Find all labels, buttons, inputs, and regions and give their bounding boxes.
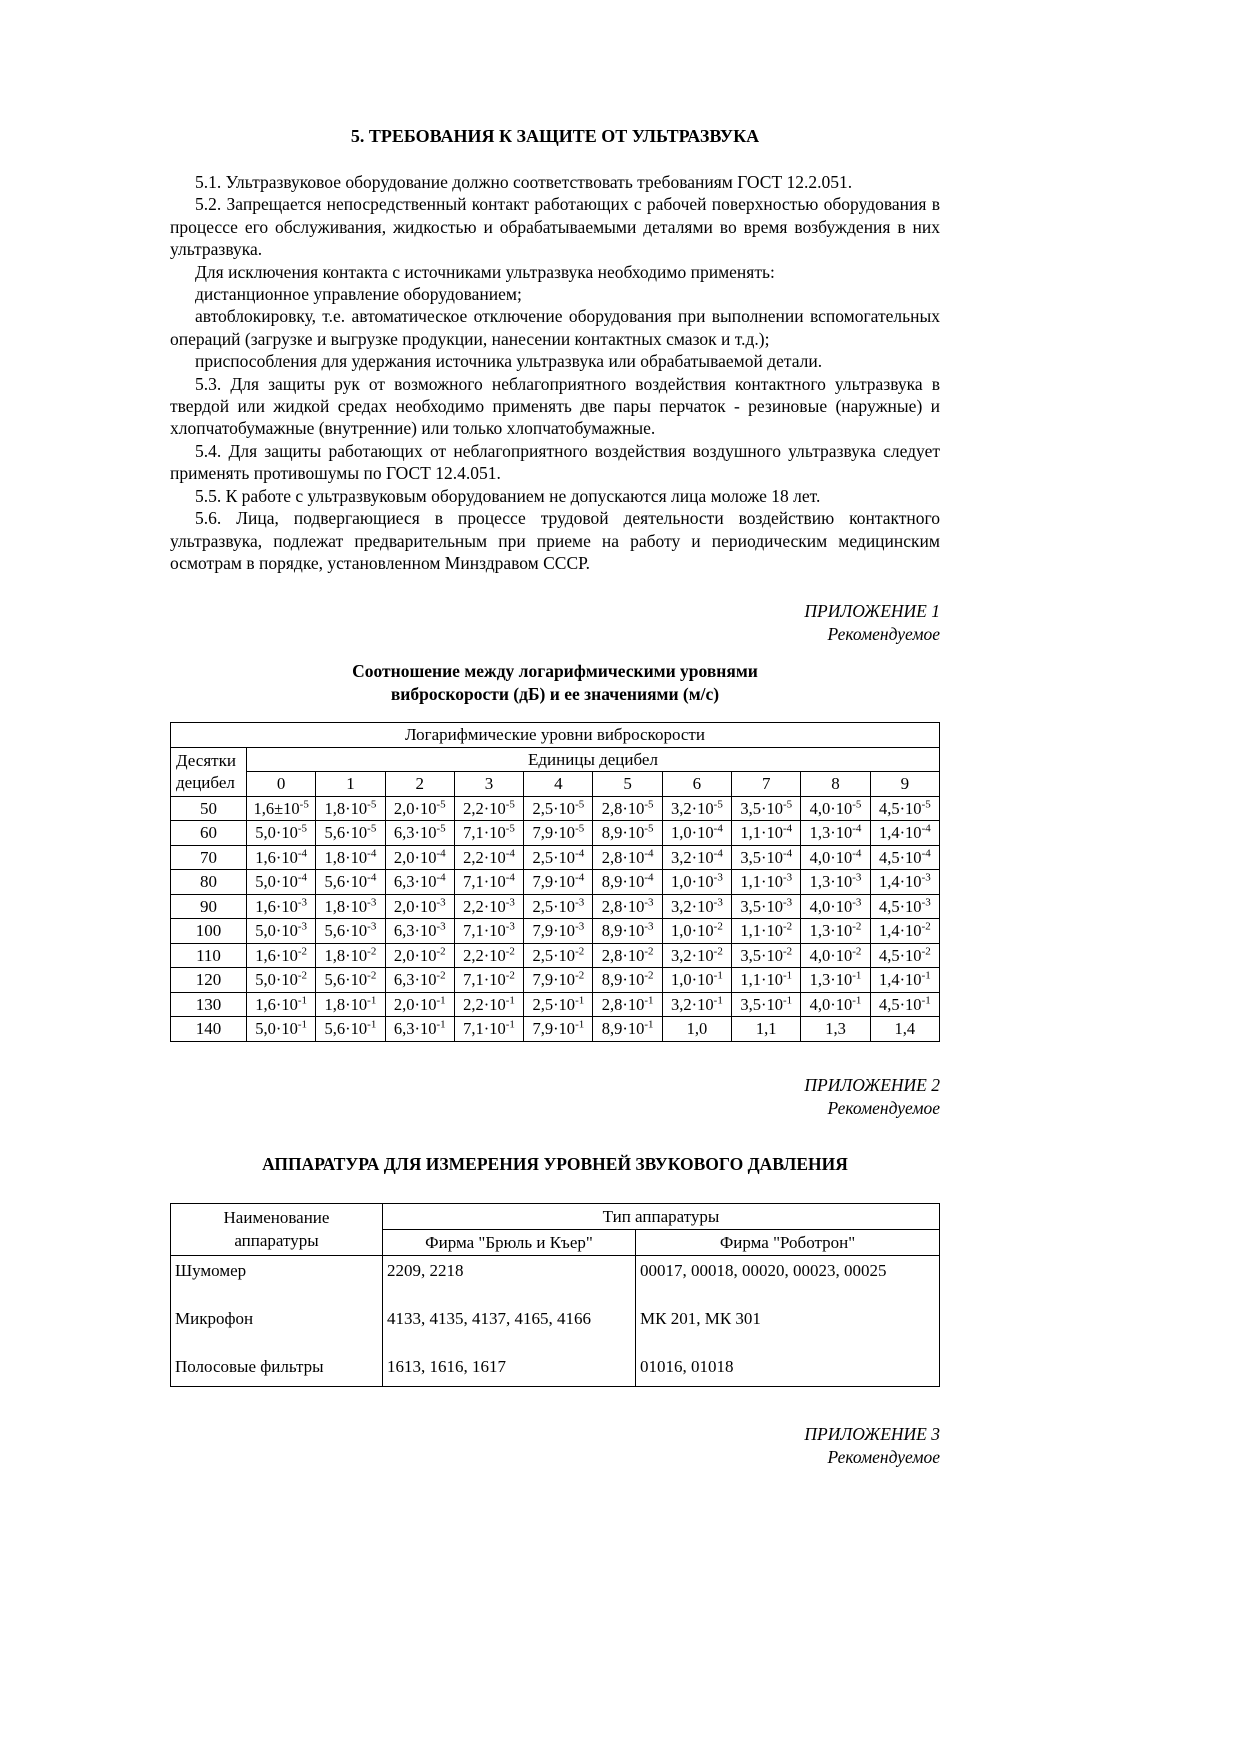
firm-robotron-header: Фирма "Роботрон" [636, 1229, 940, 1255]
exponent: -4 [713, 847, 723, 860]
exponent: -3 [644, 896, 654, 909]
exponent: -3 [782, 871, 793, 884]
value-cell: $8,9\cdot 10^{-2}$ [593, 968, 662, 993]
table-row [171, 1352, 940, 1387]
exponent: -1 [367, 1018, 377, 1031]
value-cell: $3,5\cdot 10^{-4}$ [732, 845, 801, 870]
apparatus-table-title: АППАРАТУРА ДЛЯ ИЗМЕРЕНИЯ УРОВНЕЙ ЗВУКОВОГО ДАВЛЕНИЯ [262, 1153, 848, 1174]
exponent: -5 [644, 822, 654, 835]
exponent: -5 [713, 798, 723, 811]
value-cell: $2,8\cdot 10^{-1}$ [593, 992, 662, 1017]
exponent: -4 [921, 847, 931, 860]
decade-cell: 50 [171, 796, 247, 821]
table-row [171, 796, 940, 821]
appendix-1-note: Рекомендуемое [827, 624, 940, 645]
value-cell: $7,9\cdot 10^{-3}$ [524, 919, 593, 944]
exponent: -4 [921, 822, 931, 835]
exponent: -2 [367, 969, 377, 982]
value-cell: $2,0\cdot 10^{-4}$ [385, 845, 454, 870]
value-cell: $7,9\cdot 10^{-4}$ [524, 870, 593, 895]
exponent: -3 [575, 896, 585, 909]
value-cell: $1,8\cdot 10^{-2}$ [316, 943, 385, 968]
body-paragraph: 5.2. Запрещается непосредственный контакт работающих с рабочей поверхностью оборудования в процессе его обслуживания, жидкостью и обрабатываемыми деталями во время возбуждения в них ультразвука. [170, 194, 940, 260]
exponent: -3 [921, 896, 931, 909]
value-cell: $1,6\cdot 10^{-3}$ [247, 894, 316, 919]
value-cell: $2,0\cdot 10^{-1}$ [385, 992, 454, 1017]
value-cell: $2,5\cdot 10^{-5}$ [524, 796, 593, 821]
exponent: -4 [782, 822, 793, 835]
exponent: -1 [505, 1018, 515, 1031]
vibro-table-units-header: Единицы децибел [247, 747, 940, 772]
value-cell: $6,3\cdot 10^{-4}$ [385, 870, 454, 895]
exponent: -5 [367, 822, 377, 835]
exponent: -4 [367, 871, 377, 884]
value-cell: $5,6\cdot 10^{-3}$ [316, 919, 385, 944]
decade-cell: 100 [171, 919, 247, 944]
vibro-table-title [170, 660, 940, 706]
exponent: -4 [644, 871, 654, 884]
unit-digit-header: 7 [732, 772, 801, 797]
value-cell: $7,1\cdot 10^{-3}$ [454, 919, 523, 944]
apparatus-name-cell: Шумомер [171, 1255, 383, 1304]
decade-cell: 140 [171, 1017, 247, 1042]
exponent: -4 [575, 847, 585, 860]
decade-cell: 120 [171, 968, 247, 993]
value-cell: $5,0\cdot 10^{-4}$ [247, 870, 316, 895]
value-cell: $4,0\cdot 10^{-4}$ [801, 845, 870, 870]
value-cell: $1,1\cdot 10^{-3}$ [732, 870, 801, 895]
table-row [171, 821, 940, 846]
exponent: -5 [436, 822, 446, 835]
value-cell: $8,9\cdot 10^{-5}$ [593, 821, 662, 846]
unit-digit-header: 5 [593, 772, 662, 797]
table-row [171, 870, 940, 895]
exponent: -2 [297, 945, 308, 958]
exponent: -4 [644, 847, 654, 860]
decade-header-line2: децибел [176, 772, 235, 792]
value-cell: $1,6\cdot 10^{-2}$ [247, 943, 316, 968]
value-cell: $2,5\cdot 10^{-1}$ [524, 992, 593, 1017]
value-cell: $1,3\cdot 10^{-3}$ [801, 870, 870, 895]
value-cell: 1,3 [801, 1017, 870, 1042]
exponent: -3 [436, 920, 446, 933]
value-cell: $6,3\cdot 10^{-3}$ [385, 919, 454, 944]
firm-bruel-header: Фирма "Брюль и Къер" [383, 1229, 636, 1255]
unit-digit-header: 1 [316, 772, 385, 797]
value-cell: $1,6\cdot 10^{-1}$ [247, 992, 316, 1017]
exponent: -1 [644, 1018, 654, 1031]
exponent: -3 [852, 871, 862, 884]
appendix-3 [170, 1423, 940, 1469]
exponent: -3 [297, 896, 308, 909]
exponent: -2 [921, 945, 931, 958]
value-cell: $5,0\cdot 10^{-2}$ [247, 968, 316, 993]
decade-cell: 70 [171, 845, 247, 870]
apparatus-name-header [171, 1203, 383, 1255]
exponent: -3 [852, 896, 862, 909]
exponent: -2 [782, 920, 793, 933]
exponent: -5 [367, 798, 377, 811]
exponent: -5 [505, 822, 515, 835]
apparatus-table-header-row1 [171, 1203, 940, 1229]
value-cell: $1,4\cdot 10^{-4}$ [870, 821, 939, 846]
exponent: -1 [367, 994, 377, 1007]
exponent: -3 [505, 896, 515, 909]
value-cell: $8,9\cdot 10^{-1}$ [593, 1017, 662, 1042]
value-cell: $1,8\cdot 10^{-4}$ [316, 845, 385, 870]
value-cell: 1,1 [732, 1017, 801, 1042]
value-cell: $7,1\cdot 10^{-5}$ [454, 821, 523, 846]
value-cell: $1,1\cdot 10^{-2}$ [732, 919, 801, 944]
robotron-models-cell: 01016, 01018 [636, 1352, 940, 1387]
decade-header-line1: Десятки [176, 751, 236, 771]
exponent: -2 [575, 969, 585, 982]
unit-digit-header: 0 [247, 772, 316, 797]
value-cell: $3,5\cdot 10^{-5}$ [732, 796, 801, 821]
body-paragraph: 5.5. К работе с ультразвуковым оборудованием не допускаются лица моложе 18 лет. [195, 485, 821, 506]
exponent: -1 [782, 994, 793, 1007]
decade-cell: 110 [171, 943, 247, 968]
exponent: -2 [644, 945, 654, 958]
exponent: -3 [436, 896, 446, 909]
value-cell: $4,0\cdot 10^{-1}$ [801, 992, 870, 1017]
value-cell: $4,5\cdot 10^{-2}$ [870, 943, 939, 968]
decade-cell: 130 [171, 992, 247, 1017]
exponent: -2 [436, 969, 446, 982]
appendix-2-label: ПРИЛОЖЕНИЕ 2 [804, 1074, 940, 1095]
exponent: -2 [505, 945, 515, 958]
exponent: -5 [299, 798, 309, 811]
exponent: -2 [575, 945, 585, 958]
value-cell: $1,8\cdot 10^{-5}$ [316, 796, 385, 821]
value-cell: $3,5\cdot 10^{-2}$ [732, 943, 801, 968]
exponent: -1 [782, 969, 793, 982]
appendix-3-note: Рекомендуемое [827, 1446, 940, 1467]
exponent: -5 [852, 798, 862, 811]
exponent: -2 [782, 945, 793, 958]
exponent: -3 [367, 920, 377, 933]
unit-digit-header: 4 [524, 772, 593, 797]
value-cell: $5,0\cdot 10^{-5}$ [247, 821, 316, 846]
value-cell: $1,3\cdot 10^{-1}$ [801, 968, 870, 993]
vibro-table [170, 722, 940, 1042]
value-cell: $3,2\cdot 10^{-5}$ [662, 796, 731, 821]
body-paragraph: автоблокировку, т.е. автоматическое отключение оборудования при выполнении вспомогательных операций (загрузке и выгрузке продукции, нанесении контактных смазок и т.д.); [170, 306, 940, 349]
exponent: -1 [713, 969, 723, 982]
value-cell: $3,5\cdot 10^{-1}$ [732, 992, 801, 1017]
value-cell: $1,0\cdot 10^{-3}$ [662, 870, 731, 895]
exponent: -2 [713, 945, 723, 958]
value-cell: $1,8\cdot 10^{-1}$ [316, 992, 385, 1017]
vibro-table-header-row-units [171, 747, 940, 772]
exponent: -3 [505, 920, 515, 933]
exponent: -4 [297, 847, 308, 860]
exponent: -4 [852, 822, 862, 835]
body-paragraph: 5.4. Для защиты работающих от неблагоприятного воздействия воздушного ультразвука следует применять противошумы по ГОСТ 12.4.051. [170, 440, 940, 484]
exponent: -1 [297, 1018, 308, 1031]
exponent: -5 [921, 798, 931, 811]
bruel-models-cell: 4133, 4135, 4137, 4165, 4166 [383, 1304, 636, 1352]
value-cell: $5,6\cdot 10^{-5}$ [316, 821, 385, 846]
exponent: -2 [852, 945, 862, 958]
value-cell: $4,5\cdot 10^{-3}$ [870, 894, 939, 919]
value-cell: $5,6\cdot 10^{-1}$ [316, 1017, 385, 1042]
vibro-table-title-line2: виброскорости (дБ) и ее значениями (м/с) [390, 684, 720, 705]
value-cell: $3,2\cdot 10^{-2}$ [662, 943, 731, 968]
value-cell: $2,8\cdot 10^{-4}$ [593, 845, 662, 870]
value-cell: $7,9\cdot 10^{-2}$ [524, 968, 593, 993]
value-cell: 1,0 [662, 1017, 731, 1042]
value-cell: $6,3\cdot 10^{-1}$ [385, 1017, 454, 1042]
value-cell: $4,5\cdot 10^{-4}$ [870, 845, 939, 870]
exponent: -1 [644, 994, 654, 1007]
exponent: -4 [297, 871, 308, 884]
value-cell: $2,0\cdot 10^{-3}$ [385, 894, 454, 919]
exponent: -4 [436, 871, 446, 884]
value-cell: $1,0\cdot 10^{-4}$ [662, 821, 731, 846]
value-cell: $1,1\cdot 10^{-4}$ [732, 821, 801, 846]
exponent: -4 [575, 871, 585, 884]
exponent: -5 [575, 798, 585, 811]
bruel-models-cell: 1613, 1616, 1617 [383, 1352, 636, 1387]
value-cell: $2,5\cdot 10^{-4}$ [524, 845, 593, 870]
unit-digit-header: 9 [870, 772, 939, 797]
value-cell: $3,2\cdot 10^{-3}$ [662, 894, 731, 919]
exponent: -5 [297, 822, 308, 835]
exponent: -3 [644, 920, 654, 933]
value-cell: $2,0\cdot 10^{-5}$ [385, 796, 454, 821]
value-cell: $6,3\cdot 10^{-5}$ [385, 821, 454, 846]
value-cell: $2,8\cdot 10^{-5}$ [593, 796, 662, 821]
exponent: -1 [297, 994, 308, 1007]
vibro-table-body [171, 796, 940, 1041]
table-row [171, 919, 940, 944]
value-cell: $1,4\cdot 10^{-3}$ [870, 870, 939, 895]
value-cell: $2,2\cdot 10^{-5}$ [454, 796, 523, 821]
exponent: -1 [505, 994, 515, 1007]
table-row [171, 894, 940, 919]
value-cell: $7,9\cdot 10^{-1}$ [524, 1017, 593, 1042]
unit-digit-header: 6 [662, 772, 731, 797]
value-cell: $3,2\cdot 10^{-4}$ [662, 845, 731, 870]
table-row [171, 992, 940, 1017]
decade-cell: 90 [171, 894, 247, 919]
exponent: -4 [713, 822, 723, 835]
body-text [170, 171, 940, 574]
value-cell: $4,0\cdot 10^{-5}$ [801, 796, 870, 821]
table-row [171, 1304, 940, 1352]
body-paragraph: дистанционное управление оборудованием; [195, 284, 522, 305]
exponent: -1 [713, 994, 723, 1007]
exponent: -4 [367, 847, 377, 860]
apparatus-table [170, 1203, 940, 1387]
exponent: -5 [644, 798, 654, 811]
body-paragraph: 5.3. Для защиты рук от возможного неблагоприятного воздействия контактного ультразвука в твердой или жидкой средах необходимо применять две пары перчаток - резиновые (наружные) и хлопчатобумажные (внутренние) или только хлопчатобумажные. [170, 373, 940, 439]
robotron-models-cell: 00017, 00018, 00020, 00023, 00025 [636, 1255, 940, 1304]
value-cell: $1,4\cdot 10^{-2}$ [870, 919, 939, 944]
value-cell: $2,0\cdot 10^{-2}$ [385, 943, 454, 968]
unit-digit-header: 8 [801, 772, 870, 797]
decade-cell: 80 [171, 870, 247, 895]
exponent: -4 [782, 847, 793, 860]
unit-digit-header: 2 [385, 772, 454, 797]
exponent: -3 [297, 920, 308, 933]
value-cell: $1,3\cdot 10^{-4}$ [801, 821, 870, 846]
value-cell: $4,5\cdot 10^{-5}$ [870, 796, 939, 821]
exponent: -2 [297, 969, 308, 982]
exponent: -4 [436, 847, 446, 860]
value-cell: $5,6\cdot 10^{-4}$ [316, 870, 385, 895]
vibro-table-decade-header [171, 747, 247, 796]
vibro-table-title-line1: Соотношение между логарифмическими уровнями [352, 661, 758, 682]
exponent: -5 [782, 798, 793, 811]
body-paragraph: 5.6. Лица, подвергающиеся в процессе трудовой деятельности воздействию контактного ультразвука, подлежат предварительным при приеме на работу и периодическим медицинским осмотрам в порядке, установленном Минздравом СССР. [170, 508, 940, 573]
apparatus-name-cell: Полосовые фильтры [171, 1352, 383, 1387]
decade-cell: 60 [171, 821, 247, 846]
section-title: 5. ТРЕБОВАНИЯ К ЗАЩИТЕ ОТ УЛЬТРАЗВУКА [350, 126, 760, 146]
vibro-table-unit-digits-row [171, 772, 940, 797]
value-cell: $5,6\cdot 10^{-2}$ [316, 968, 385, 993]
appendix-3-label: ПРИЛОЖЕНИЕ 3 [804, 1423, 940, 1444]
value-cell: $2,5\cdot 10^{-3}$ [524, 894, 593, 919]
value-cell: $1,6\pm 10^{-5}$ [247, 796, 316, 821]
exponent: -2 [436, 945, 446, 958]
value-cell: $7,1\cdot 10^{-2}$ [454, 968, 523, 993]
vibro-table-main-header: Логарифмические уровни виброскорости [171, 723, 940, 748]
value-cell: $6,3\cdot 10^{-2}$ [385, 968, 454, 993]
exponent: -3 [713, 896, 723, 909]
value-cell: $1,4\cdot 10^{-1}$ [870, 968, 939, 993]
bruel-models-cell: 2209, 2218 [383, 1255, 636, 1304]
exponent: -3 [575, 920, 585, 933]
exponent: -1 [436, 994, 446, 1007]
value-cell: $1,0\cdot 10^{-2}$ [662, 919, 731, 944]
table-row [171, 943, 940, 968]
exponent: -4 [852, 847, 862, 860]
apparatus-name-cell: Микрофон [171, 1304, 383, 1352]
value-cell: $2,5\cdot 10^{-2}$ [524, 943, 593, 968]
value-cell: $2,2\cdot 10^{-2}$ [454, 943, 523, 968]
value-cell: $2,8\cdot 10^{-2}$ [593, 943, 662, 968]
value-cell: $3,2\cdot 10^{-1}$ [662, 992, 731, 1017]
value-cell: $2,2\cdot 10^{-3}$ [454, 894, 523, 919]
unit-digit-header: 3 [454, 772, 523, 797]
body-paragraph: приспособления для удержания источника ультразвука или обрабатываемой детали. [195, 351, 823, 372]
exponent: -2 [921, 920, 931, 933]
value-cell: $4,5\cdot 10^{-1}$ [870, 992, 939, 1017]
appendix-1-label: ПРИЛОЖЕНИЕ 1 [804, 601, 940, 622]
exponent: -1 [921, 994, 931, 1007]
vibro-table-header-row-main [171, 723, 940, 748]
exponent: -1 [436, 1018, 446, 1031]
value-cell: $1,8\cdot 10^{-3}$ [316, 894, 385, 919]
exponent: -5 [436, 798, 446, 811]
value-cell: $5,0\cdot 10^{-1}$ [247, 1017, 316, 1042]
table-row [171, 1017, 940, 1042]
value-cell: 1,4 [870, 1017, 939, 1042]
value-cell: $7,1\cdot 10^{-4}$ [454, 870, 523, 895]
exponent: -1 [575, 1018, 585, 1031]
value-cell: $7,9\cdot 10^{-5}$ [524, 821, 593, 846]
table-row [171, 1255, 940, 1304]
robotron-models-cell: МК 201, МК 301 [636, 1304, 940, 1352]
value-cell: $2,2\cdot 10^{-4}$ [454, 845, 523, 870]
body-paragraph: Для исключения контакта с источниками ультразвука необходимо применять: [195, 261, 775, 282]
appendix-2 [170, 1074, 940, 1120]
value-cell: $3,5\cdot 10^{-3}$ [732, 894, 801, 919]
exponent: -4 [505, 847, 515, 860]
exponent: -1 [575, 994, 585, 1007]
exponent: -4 [505, 871, 515, 884]
body-paragraph: 5.1. Ультразвуковое оборудование должно соответствовать требованиям ГОСТ 12.2.051. [195, 172, 853, 192]
exponent: -5 [575, 822, 585, 835]
value-cell: $4,0\cdot 10^{-2}$ [801, 943, 870, 968]
value-cell: $8,9\cdot 10^{-3}$ [593, 919, 662, 944]
table-row [171, 845, 940, 870]
exponent: -1 [921, 969, 931, 982]
exponent: -2 [713, 920, 723, 933]
value-cell: $7,1\cdot 10^{-1}$ [454, 1017, 523, 1042]
value-cell: $2,8\cdot 10^{-3}$ [593, 894, 662, 919]
exponent: -3 [367, 896, 377, 909]
exponent: -5 [505, 798, 515, 811]
exponent: -2 [644, 969, 654, 982]
table-row [171, 968, 940, 993]
value-cell: $8,9\cdot 10^{-4}$ [593, 870, 662, 895]
value-cell: $1,6\cdot 10^{-4}$ [247, 845, 316, 870]
value-cell: $1,1\cdot 10^{-1}$ [732, 968, 801, 993]
exponent: -2 [505, 969, 515, 982]
apparatus-type-header: Тип аппаратуры [383, 1203, 940, 1229]
value-cell: $2,2\cdot 10^{-1}$ [454, 992, 523, 1017]
exponent: -3 [782, 896, 793, 909]
value-cell: $4,0\cdot 10^{-3}$ [801, 894, 870, 919]
apparatus-name-header-line2: аппаратуры [234, 1231, 319, 1251]
exponent: -1 [852, 969, 862, 982]
exponent: -3 [921, 871, 931, 884]
exponent: -3 [713, 871, 723, 884]
value-cell: $5,0\cdot 10^{-3}$ [247, 919, 316, 944]
value-cell: $1,3\cdot 10^{-2}$ [801, 919, 870, 944]
exponent: -2 [367, 945, 377, 958]
appendix-2-note: Рекомендуемое [827, 1097, 940, 1118]
appendix-1 [170, 600, 940, 646]
exponent: -1 [852, 994, 862, 1007]
apparatus-name-header-line1: Наименование [223, 1208, 330, 1228]
value-cell: $1,0\cdot 10^{-1}$ [662, 968, 731, 993]
exponent: -2 [852, 920, 862, 933]
apparatus-table-body [171, 1255, 940, 1386]
